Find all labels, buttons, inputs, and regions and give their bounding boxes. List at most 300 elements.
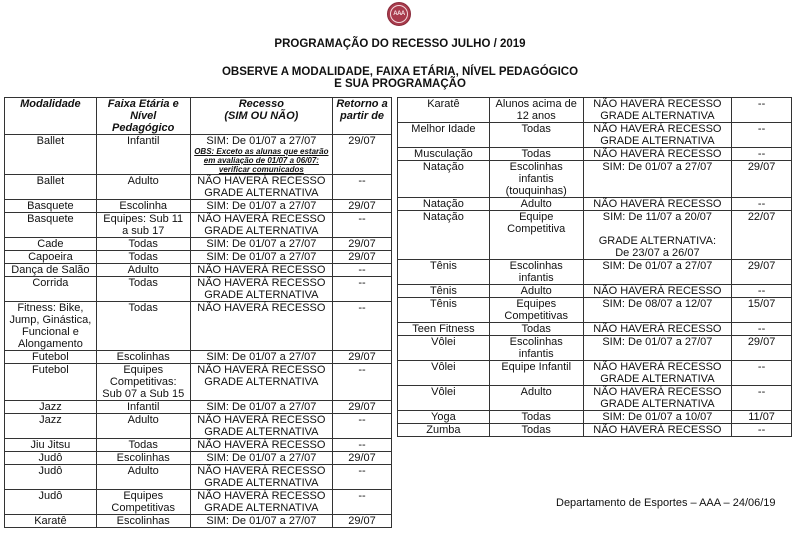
cell-modalidade-text: Vôlei: [431, 336, 456, 348]
cell-retorno-text: 29/07: [348, 251, 376, 263]
cell-retorno: [333, 251, 392, 264]
cell-faixa-text: Todas: [521, 323, 551, 335]
cell-recesso: [190, 135, 332, 175]
table-row: [398, 323, 792, 336]
cell-retorno: [333, 135, 392, 175]
cell-retorno-text: 29/07: [747, 336, 776, 348]
subtitle-line-2: E SUA PROGRAMAÇÃO: [334, 78, 466, 90]
cell-modalidade: [398, 198, 490, 211]
cell-retorno-text: 29/07: [348, 238, 376, 250]
cell-modalidade: [5, 251, 97, 264]
cell-retorno: [333, 213, 392, 238]
cell-retorno: [732, 148, 792, 161]
table-row: [5, 364, 392, 401]
cell-modalidade: [5, 175, 97, 200]
cell-recesso-text: SIM: De 01/07 a 27/07: [206, 251, 317, 263]
cell-faixa-text: Equipes Competitivas: [504, 298, 568, 322]
cell-faixa-text: Equipes Competitivas: [111, 490, 175, 514]
cell-faixa-text: Todas: [128, 251, 158, 263]
cell-faixa: [489, 336, 583, 361]
cell-modalidade: [398, 123, 490, 148]
cell-retorno-text: --: [358, 439, 366, 451]
cell-retorno-text: --: [358, 264, 366, 276]
table-row: [5, 238, 392, 251]
cell-faixa-text: Escolinha: [119, 200, 168, 212]
table-row: [398, 211, 792, 260]
cell-recesso: [190, 439, 332, 452]
cell-recesso-alternative: De 23/07 a 26/07: [615, 247, 700, 259]
cell-modalidade: [5, 515, 97, 528]
cell-modalidade: [398, 386, 490, 411]
header-faixa: Faixa Etária e Nível Pedagógico: [96, 98, 190, 135]
cell-retorno-text: --: [757, 323, 766, 335]
cell-faixa-text: Infantil: [127, 401, 160, 413]
cell-modalidade-text: Yoga: [431, 411, 456, 423]
cell-retorno-text: --: [358, 175, 366, 187]
cell-faixa: [489, 424, 583, 437]
cell-retorno: [732, 361, 792, 386]
cell-retorno: [333, 452, 392, 465]
cell-modalidade: [398, 361, 490, 386]
cell-faixa-text: Escolinhas: [116, 351, 170, 363]
cell-faixa: [489, 361, 583, 386]
cell-retorno-text: 29/07: [348, 351, 376, 363]
table-row: [398, 148, 792, 161]
cell-recesso-text: NÃO HAVERÁ RECESSO GRADE ALTERNATIVA: [197, 277, 326, 301]
cell-modalidade-text: Basquete: [27, 213, 74, 225]
cell-recesso-text: NÃO HAVERÁ RECESSO GRADE ALTERNATIVA: [197, 414, 326, 438]
table-row: [5, 200, 392, 213]
cell-retorno-text: --: [757, 424, 766, 436]
table-row: [398, 161, 792, 198]
cell-faixa-text: Adulto: [127, 175, 159, 187]
cell-retorno-text: 29/07: [747, 260, 776, 272]
cell-recesso: [583, 298, 732, 323]
cell-modalidade-text: Karatê: [427, 98, 460, 110]
cell-retorno-text: --: [757, 198, 766, 210]
cell-recesso: [583, 411, 732, 424]
cell-recesso-text: SIM: De 11/07 a 20/07: [602, 211, 713, 223]
cell-modalidade-text: Vôlei: [431, 386, 456, 398]
cell-faixa: [96, 401, 190, 414]
cell-faixa-text: Infantil: [127, 135, 160, 147]
cell-recesso: [583, 260, 732, 285]
cell-recesso-text: NÃO HAVERÁ RECESSO: [197, 302, 326, 314]
cell-modalidade: [5, 302, 97, 351]
cell-faixa-text: Escolinhas: [116, 515, 170, 527]
cell-faixa-text: Alunos acima de 12 anos: [495, 98, 577, 122]
cell-faixa-text: Todas: [521, 148, 551, 160]
cell-retorno-text: --: [757, 386, 766, 398]
cell-faixa-text: Equipes Competitivas: Sub 07 a Sub 15: [102, 364, 185, 400]
cell-faixa: [489, 123, 583, 148]
cell-modalidade-text: Dança de Salão: [11, 264, 90, 276]
cell-recesso-text: NÃO HAVERÁ RECESSO: [593, 198, 722, 210]
cell-modalidade-text: Ballet: [36, 175, 65, 187]
cell-recesso-text: NÃO HAVERÁ RECESSO GRADE ALTERNATIVA: [593, 361, 722, 385]
cell-modalidade-text: Jiu Jitsu: [30, 439, 71, 451]
cell-recesso: [190, 452, 332, 465]
cell-recesso: [190, 264, 332, 277]
cell-recesso: [583, 148, 732, 161]
cell-retorno-text: 29/07: [348, 200, 376, 212]
cell-recesso: [190, 414, 332, 439]
cell-faixa: [96, 414, 190, 439]
cell-retorno: [333, 439, 392, 452]
page-subtitle: [0, 66, 800, 90]
cell-faixa: [489, 98, 583, 123]
table-row: [398, 336, 792, 361]
cell-faixa: [96, 490, 190, 515]
cell-faixa: [96, 213, 190, 238]
cell-retorno: [732, 285, 792, 298]
cell-recesso-text: SIM: De 01/07 a 27/07: [206, 452, 317, 464]
cell-recesso: [583, 386, 732, 411]
footer-credit: Departamento de Esportes – AAA – 24/06/19: [556, 497, 776, 509]
cell-faixa-text: Equipes: Sub 11 a sub 17: [103, 213, 184, 237]
cell-modalidade: [5, 452, 97, 465]
cell-modalidade: [398, 260, 490, 285]
cell-modalidade-text: Corrida: [32, 277, 69, 289]
cell-recesso: [190, 200, 332, 213]
cell-retorno: [732, 211, 792, 260]
cell-modalidade-text: Melhor Idade: [411, 123, 476, 135]
cell-modalidade-text: Jazz: [39, 401, 62, 413]
cell-recesso: [583, 98, 732, 123]
cell-modalidade: [5, 351, 97, 364]
cell-retorno: [333, 238, 392, 251]
cell-recesso-text: SIM: De 01/07 a 27/07: [206, 238, 317, 250]
cell-faixa: [96, 364, 190, 401]
cell-recesso-text: NÃO HAVERÁ RECESSO GRADE ALTERNATIVA: [593, 123, 722, 147]
cell-faixa: [96, 351, 190, 364]
cell-faixa: [489, 285, 583, 298]
cell-faixa: [96, 251, 190, 264]
cell-faixa: [489, 161, 583, 198]
cell-modalidade-text: Natação: [422, 211, 464, 223]
cell-retorno: [732, 386, 792, 411]
table-row: [5, 277, 392, 302]
table-row: [398, 361, 792, 386]
cell-retorno: [333, 401, 392, 414]
header-retorno: Retorno a partir de: [333, 98, 392, 135]
cell-retorno-text: --: [358, 414, 366, 426]
cell-recesso-text: NÃO HAVERÁ RECESSO: [593, 285, 722, 297]
cell-retorno: [732, 260, 792, 285]
cell-retorno-text: 29/07: [348, 452, 376, 464]
table-row: [5, 465, 392, 490]
cell-recesso: [190, 277, 332, 302]
cell-faixa-text: Escolinhas infantis: [509, 336, 563, 360]
cell-modalidade: [5, 135, 97, 175]
cell-retorno-text: --: [358, 302, 366, 314]
cell-faixa: [96, 238, 190, 251]
club-logo-icon: [387, 2, 411, 26]
cell-recesso: [583, 424, 732, 437]
table-row: [5, 452, 392, 465]
cell-retorno: [732, 298, 792, 323]
cell-modalidade: [398, 336, 490, 361]
table-row: [5, 264, 392, 277]
cell-retorno-text: --: [358, 213, 366, 225]
cell-recesso-text: SIM: De 01/07 a 27/07: [602, 260, 713, 272]
cell-modalidade-text: Tênis: [429, 298, 457, 310]
cell-modalidade-text: Tênis: [429, 285, 457, 297]
cell-modalidade-text: Vôlei: [431, 361, 456, 373]
cell-faixa-text: Todas: [128, 439, 158, 451]
cell-modalidade: [5, 439, 97, 452]
cell-recesso-text: SIM: De 01/07 a 27/07: [602, 336, 713, 348]
cell-recesso-text: SIM: De 01/07 a 10/07: [602, 411, 713, 423]
cell-modalidade: [5, 490, 97, 515]
table-row: [5, 351, 392, 364]
cell-recesso: [190, 465, 332, 490]
spacer: [586, 223, 730, 235]
cell-retorno-text: --: [358, 465, 366, 477]
cell-recesso: [583, 123, 732, 148]
cell-modalidade: [5, 264, 97, 277]
cell-modalidade-text: Cade: [37, 238, 64, 250]
cell-modalidade: [5, 238, 97, 251]
cell-recesso-text: NÃO HAVERÁ RECESSO GRADE ALTERNATIVA: [197, 364, 326, 388]
cell-retorno: [333, 351, 392, 364]
cell-recesso-text: NÃO HAVERÁ RECESSO: [197, 439, 326, 451]
cell-faixa: [489, 411, 583, 424]
cell-faixa: [96, 302, 190, 351]
cell-faixa: [96, 277, 190, 302]
cell-retorno: [333, 277, 392, 302]
cell-retorno: [333, 515, 392, 528]
cell-modalidade: [398, 161, 490, 198]
cell-retorno-text: --: [358, 364, 366, 376]
cell-recesso: [190, 302, 332, 351]
cell-recesso-text: SIM: De 08/07 a 12/07: [602, 298, 713, 310]
cell-retorno-text: 29/07: [348, 401, 376, 413]
table-row: [398, 260, 792, 285]
cell-retorno-text: --: [358, 490, 366, 502]
cell-faixa-text: Adulto: [127, 414, 159, 426]
cell-faixa: [96, 515, 190, 528]
cell-modalidade: [398, 211, 490, 260]
logo-text: AAA: [390, 5, 408, 23]
cell-recesso-text: SIM: De 01/07 a 27/07: [602, 161, 713, 173]
cell-retorno: [732, 323, 792, 336]
cell-modalidade-text: Natação: [422, 161, 464, 173]
cell-modalidade: [398, 323, 490, 336]
cell-faixa-text: Equipe Competitiva: [507, 211, 566, 235]
cell-retorno-text: --: [358, 277, 366, 289]
cell-faixa: [489, 260, 583, 285]
cell-recesso: [190, 401, 332, 414]
cell-modalidade: [5, 414, 97, 439]
cell-recesso-text: SIM: De 01/07 a 27/07: [206, 200, 317, 212]
cell-recesso: [190, 490, 332, 515]
cell-faixa: [96, 135, 190, 175]
table-row: [398, 285, 792, 298]
table-row: [398, 424, 792, 437]
cell-retorno: [732, 198, 792, 211]
cell-modalidade-text: Futebol: [32, 364, 69, 376]
cell-faixa: [96, 439, 190, 452]
cell-modalidade-text: Ballet: [36, 135, 65, 147]
cell-modalidade-text: Basquete: [27, 200, 74, 212]
cell-recesso-text: NÃO HAVERÁ RECESSO: [593, 148, 722, 160]
table-row: [5, 414, 392, 439]
cell-faixa-text: Adulto: [520, 198, 552, 210]
cell-faixa-text: Adulto: [520, 386, 552, 398]
table-row: [398, 298, 792, 323]
cell-recesso-text: SIM: De 01/07 a 27/07: [206, 135, 317, 147]
cell-modalidade: [5, 401, 97, 414]
cell-recesso-text: SIM: De 01/07 a 27/07: [206, 351, 317, 363]
cell-retorno: [732, 98, 792, 123]
cell-retorno: [732, 424, 792, 437]
cell-recesso: [190, 515, 332, 528]
cell-faixa-text: Todas: [521, 123, 551, 135]
cell-modalidade: [398, 411, 490, 424]
cell-retorno: [732, 336, 792, 361]
cell-modalidade-text: Natação: [422, 198, 464, 210]
cell-retorno: [333, 490, 392, 515]
header-recesso-line1: Recesso: [238, 98, 284, 110]
cell-recesso: [583, 323, 732, 336]
cell-recesso: [583, 361, 732, 386]
cell-recesso: [583, 198, 732, 211]
cell-recesso-text: NÃO HAVERÁ RECESSO: [593, 323, 722, 335]
cell-faixa-text: Todas: [521, 411, 551, 423]
cell-faixa-text: Todas: [128, 277, 158, 289]
cell-recesso-text: NÃO HAVERÁ RECESSO GRADE ALTERNATIVA: [197, 465, 326, 489]
cell-retorno-text: --: [757, 123, 766, 135]
cell-retorno-text: 22/07: [747, 211, 776, 223]
cell-retorno: [333, 264, 392, 277]
cell-retorno: [333, 200, 392, 213]
cell-modalidade-text: Judô: [38, 490, 63, 502]
cell-retorno: [732, 123, 792, 148]
cell-modalidade-text: Jazz: [39, 414, 62, 426]
cell-retorno-text: --: [757, 148, 766, 160]
header-recesso-line2: (SIM OU NÃO): [224, 110, 299, 122]
cell-modalidade: [398, 298, 490, 323]
cell-recesso-text: SIM: De 01/07 a 27/07: [206, 515, 317, 527]
cell-retorno-text: 15/07: [747, 298, 776, 310]
cell-faixa-text: Escolinhas infantis: [509, 260, 563, 284]
cell-recesso-text: NÃO HAVERÁ RECESSO GRADE ALTERNATIVA: [197, 175, 326, 199]
cell-faixa-text: Adulto: [127, 264, 159, 276]
cell-retorno: [333, 414, 392, 439]
cell-retorno-text: --: [757, 361, 766, 373]
cell-modalidade: [5, 277, 97, 302]
cell-modalidade: [398, 148, 490, 161]
cell-modalidade: [5, 465, 97, 490]
cell-faixa: [96, 264, 190, 277]
table-row: [5, 175, 392, 200]
cell-modalidade-text: Karatê: [34, 515, 67, 527]
cell-modalidade-text: Musculação: [414, 148, 473, 160]
table-row: [5, 213, 392, 238]
cell-retorno: [732, 411, 792, 424]
cell-recesso: [190, 351, 332, 364]
cell-modalidade: [398, 285, 490, 298]
cell-modalidade-text: Zumba: [426, 424, 461, 436]
cell-recesso: [190, 213, 332, 238]
cell-faixa: [489, 148, 583, 161]
cell-faixa-text: Todas: [128, 302, 158, 314]
cell-recesso-text: NÃO HAVERÁ RECESSO GRADE ALTERNATIVA: [593, 98, 722, 122]
cell-recesso-note: OBS: Exceto as alunas que estarão em avaliação de 01/07 a 06/07: verificar comunicados: [194, 147, 329, 174]
cell-recesso: [583, 161, 732, 198]
table-row: [398, 198, 792, 211]
cell-faixa: [96, 452, 190, 465]
cell-recesso-text: SIM: De 01/07 a 27/07: [206, 401, 317, 413]
table-row: [5, 401, 392, 414]
table-row: [5, 302, 392, 351]
cell-recesso: [190, 364, 332, 401]
cell-faixa-text: Escolinhas infantis (touquinhas): [505, 161, 567, 197]
cell-retorno: [333, 364, 392, 401]
cell-faixa: [96, 200, 190, 213]
cell-faixa-text: Equipe Infantil: [501, 361, 572, 373]
cell-faixa: [489, 386, 583, 411]
cell-retorno-text: 29/07: [747, 161, 776, 173]
header-modalidade: Modalidade: [5, 98, 97, 135]
cell-recesso-text: NÃO HAVERÁ RECESSO GRADE ALTERNATIVA: [197, 213, 326, 237]
cell-retorno-text: 29/07: [348, 515, 376, 527]
table-row: [398, 98, 792, 123]
table-header-row: [5, 98, 392, 135]
table-row: [398, 386, 792, 411]
table-row: [5, 490, 392, 515]
cell-recesso-text: NÃO HAVERÁ RECESSO: [593, 424, 722, 436]
cell-recesso: [583, 211, 732, 260]
cell-modalidade: [398, 424, 490, 437]
cell-recesso-alternative: GRADE ALTERNATIVA:: [598, 235, 717, 247]
cell-modalidade-text: Capoeira: [28, 251, 73, 263]
cell-recesso: [583, 285, 732, 298]
cell-faixa: [489, 198, 583, 211]
cell-faixa-text: Adulto: [520, 285, 552, 297]
cell-retorno-text: 11/07: [748, 411, 775, 423]
cell-recesso: [190, 238, 332, 251]
header-recesso: [190, 98, 332, 135]
cell-retorno: [333, 465, 392, 490]
cell-faixa: [489, 211, 583, 260]
cell-recesso: [190, 175, 332, 200]
table-row: [5, 251, 392, 264]
cell-faixa-text: Adulto: [127, 465, 159, 477]
schedule-table-right: [397, 97, 792, 437]
cell-modalidade: [398, 98, 490, 123]
cell-modalidade: [5, 200, 97, 213]
cell-retorno: [732, 161, 792, 198]
cell-retorno: [333, 302, 392, 351]
table-row: [5, 439, 392, 452]
cell-modalidade-text: Judô: [38, 465, 63, 477]
cell-recesso: [583, 336, 732, 361]
cell-faixa: [96, 175, 190, 200]
table-row: [5, 135, 392, 175]
cell-modalidade: [5, 213, 97, 238]
cell-retorno-text: --: [757, 98, 766, 110]
cell-modalidade-text: Tênis: [429, 260, 457, 272]
table-row: [5, 515, 392, 528]
cell-faixa-text: Escolinhas: [116, 452, 170, 464]
cell-modalidade: [5, 364, 97, 401]
cell-recesso-text: NÃO HAVERÁ RECESSO GRADE ALTERNATIVA: [197, 490, 326, 514]
cell-faixa: [96, 465, 190, 490]
table-row: [398, 123, 792, 148]
cell-modalidade-text: Judô: [38, 452, 63, 464]
